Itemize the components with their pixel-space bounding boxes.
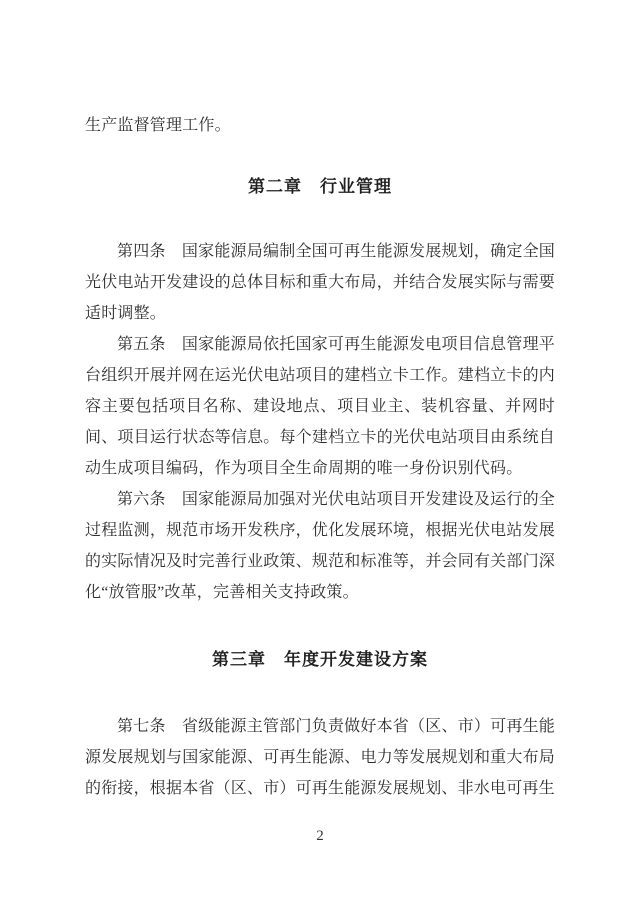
paragraph-article-6: 第六条 国家能源局加强对光伏电站项目开发建设及运行的全过程监测，规范市场开发秩序，优化发展环境，根据光伏电站发展的实际情况及时完善行业政策、规范和标准等，并会同有关部门深化“放管服”改革，完善相关支持政策。 [85, 491, 555, 601]
paragraph-continuation: 生产监督管理工作。 [85, 117, 231, 134]
paragraph-article-7: 第七条 省级能源主管部门负责做好本省（区、市）可再生能源发展规划与国家能源、可再生能源、电力等发展规划和重大布局的衔接，根据本省（区、市）可再生能源发展规划、非水电可再生 [85, 718, 555, 797]
paragraph-article-5: 第五条 国家能源局依托国家可再生能源发电项目信息管理平台组织开展并网在运光伏电站项目的建档立卡工作。建档立卡的内容主要包括项目名称、建设地点、项目业主、装机容量、并网时间、项目运行状态等信息。每个建档立卡的光伏电站项目由系统自动生成项目编码，作为项目全生命周期的唯一身份识别代码。 [85, 336, 555, 477]
chapter-2-heading: 第二章 行业管理 [248, 177, 392, 196]
chapter-3-heading: 第三章 年度开发建设方案 [212, 650, 428, 669]
document-content [85, 110, 555, 804]
page-number: 2 [316, 828, 324, 844]
paragraph-article-4: 第四条 国家能源局编制全国可再生能源发展规划，确定全国光伏电站开发建设的总体目标和重大布局，并结合发展实际与需要适时调整。 [85, 243, 555, 322]
